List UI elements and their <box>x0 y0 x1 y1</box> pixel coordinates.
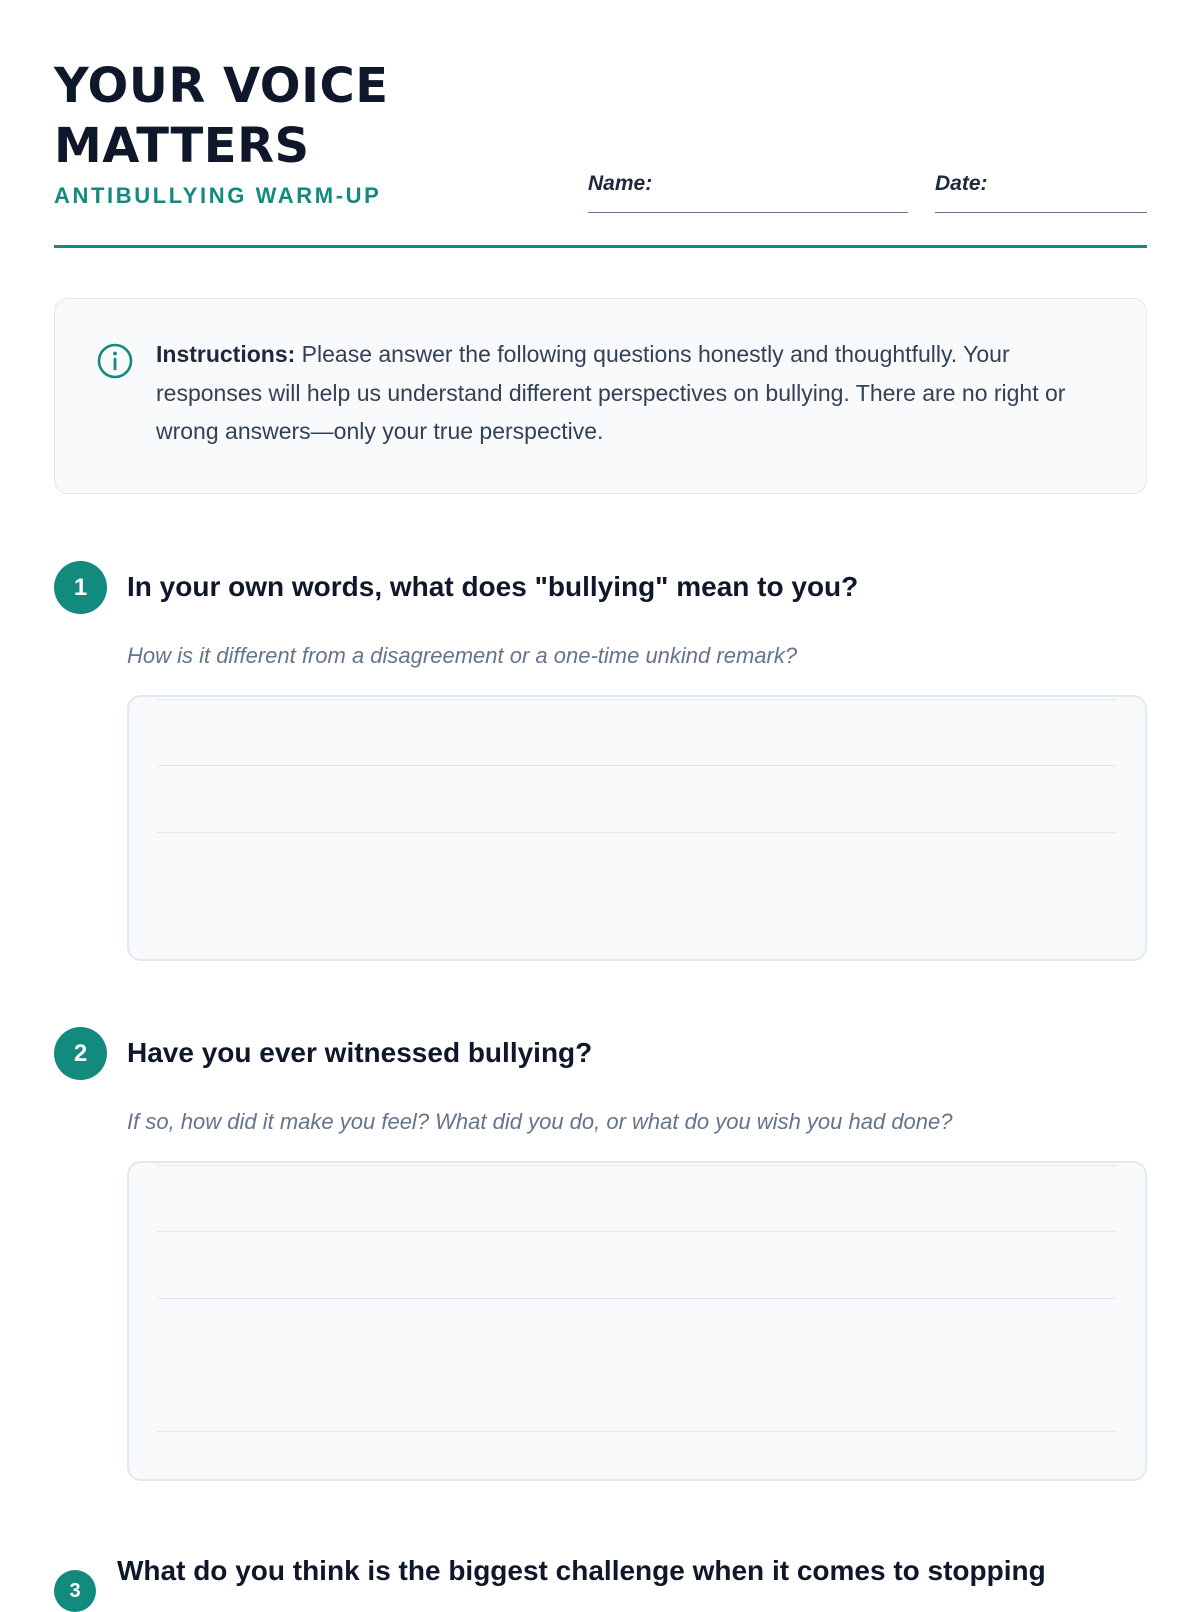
instructions-panel <box>54 298 1147 494</box>
question-text: Have you ever witnessed bullying? <box>127 1037 593 1068</box>
question-number-badge: 2 <box>54 1027 107 1080</box>
name-field[interactable] <box>588 172 908 213</box>
writing-line <box>157 765 1117 766</box>
question-text: What do you think is the biggest challenge when it comes to stopping <box>117 1555 1046 1586</box>
question-hint: How is it different from a disagreement or a one-time unkind remark? <box>127 643 798 668</box>
page-title: YOUR VOICE MATTERS <box>54 58 389 174</box>
writing-line <box>157 1298 1117 1299</box>
worksheet-page <box>54 0 1147 1602</box>
question-number-badge: 3 <box>54 1570 96 1612</box>
writing-line <box>157 699 1117 700</box>
date-label: Date: <box>935 172 988 195</box>
instructions-label: Instructions: <box>156 341 296 367</box>
writing-line <box>157 832 1117 833</box>
writing-line <box>157 1165 1117 1166</box>
question-number-badge: 1 <box>54 561 107 614</box>
answer-box-1[interactable] <box>127 695 1147 961</box>
writing-line <box>157 1431 1117 1432</box>
worksheet-header <box>54 0 1147 248</box>
info-icon <box>97 343 133 379</box>
name-label: Name: <box>588 172 653 195</box>
instructions-body: Please answer the following questions honestly and thoughtfully. Your responses will help us understand different perspectives on bullying. There are no right or wrong answers—only your true perspective. <box>156 341 1066 444</box>
answer-box-2[interactable] <box>127 1161 1147 1481</box>
question-text: In your own words, what does "bullying" mean to you? <box>127 571 859 602</box>
page-subtitle: ANTIBULLYING WARM-UP <box>54 183 382 208</box>
writing-line <box>157 1231 1117 1232</box>
question-hint: If so, how did it make you feel? What did you do, or what do you wish you had done? <box>127 1109 953 1134</box>
instructions-text <box>156 335 1106 451</box>
date-field[interactable] <box>935 172 1147 213</box>
